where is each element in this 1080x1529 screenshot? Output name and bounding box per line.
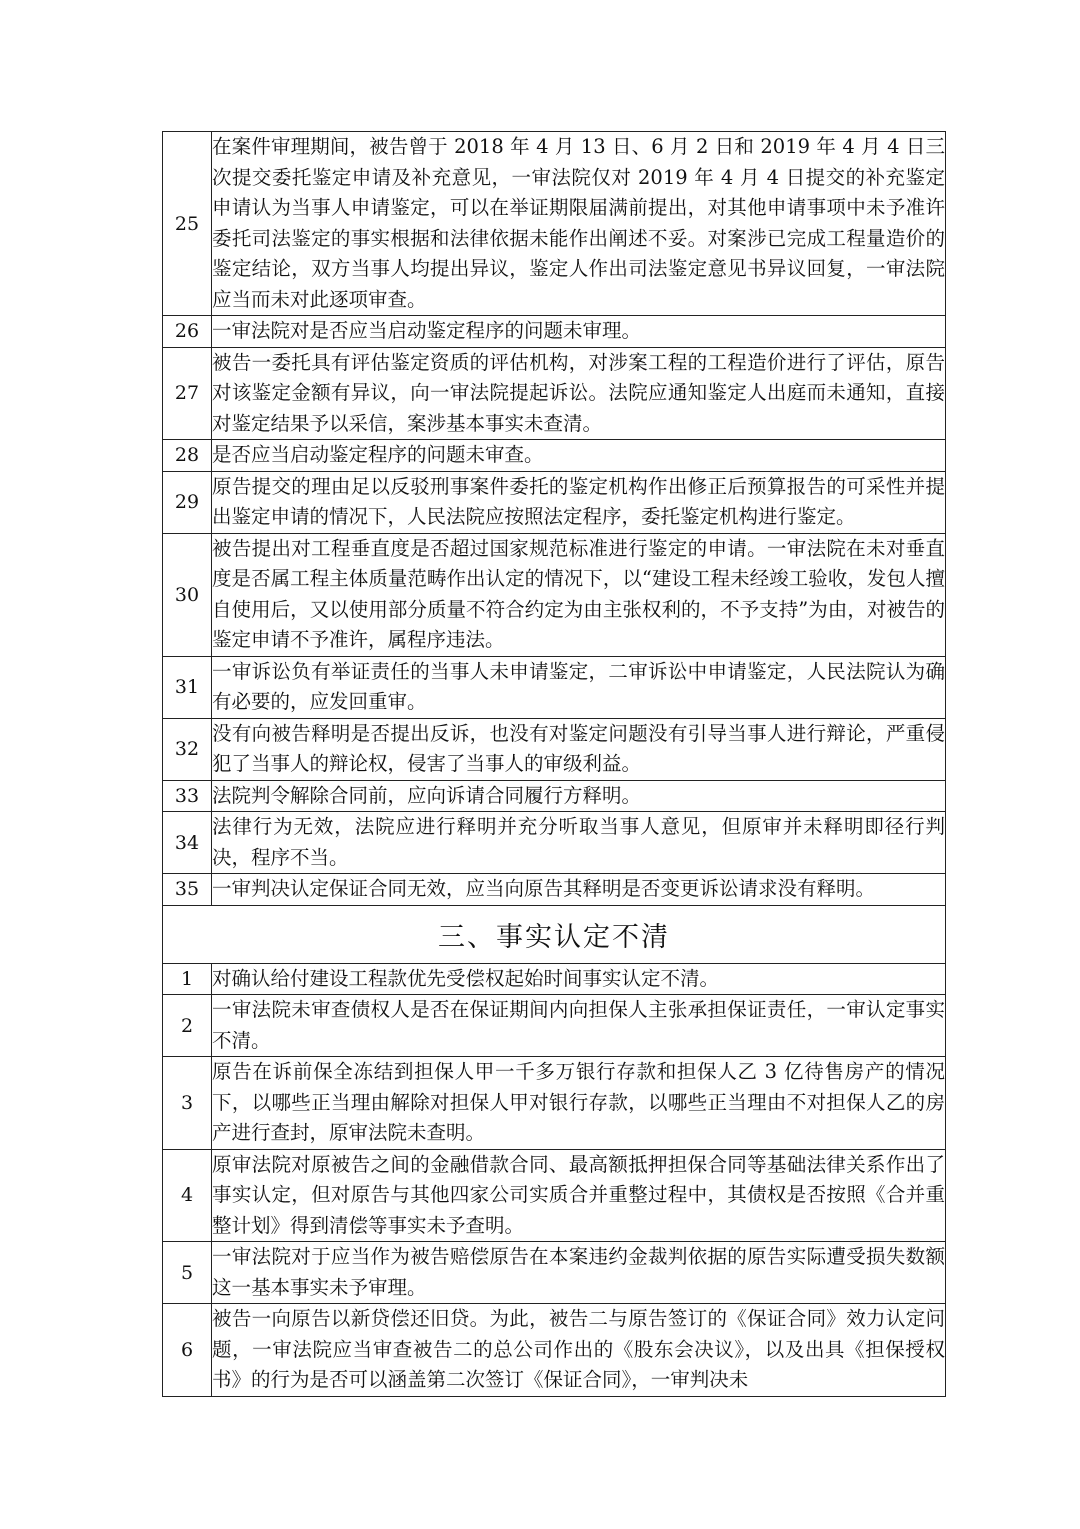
table-row xyxy=(163,440,946,472)
row-number: 4 xyxy=(163,1149,212,1242)
section-heading: 三、事实认定不清 xyxy=(163,905,946,963)
row-text: 被告一委托具有评估鉴定资质的评估机构，对涉案工程的工程造价进行了评估，原告对该鉴定金额有异议，向一审法院提起诉讼。法院应通知鉴定人出庭而未通知，直接对鉴定结果予以采信，案涉基本事实未查清。 xyxy=(212,347,946,440)
row-text: 原审法院对原被告之间的金融借款合同、最高额抵押担保合同等基础法律关系作出了事实认定，但对原告与其他四家公司实质合并重整过程中，其债权是否按照《合并重整计划》得到清偿等事实未予查明。 xyxy=(212,1149,946,1242)
row-text: 一审法院对是否应当启动鉴定程序的问题未审理。 xyxy=(212,316,946,348)
row-text: 一审判决认定保证合同无效，应当向原告其释明是否变更诉讼请求没有释明。 xyxy=(212,874,946,906)
table-row xyxy=(163,874,946,906)
table-row xyxy=(163,1304,946,1397)
table-row xyxy=(163,471,946,533)
row-text: 一审诉讼负有举证责任的当事人未申请鉴定，二审诉讼中申请鉴定，人民法院认为确有必要的，应发回重审。 xyxy=(212,656,946,718)
table-row xyxy=(163,347,946,440)
row-number: 35 xyxy=(163,874,212,906)
table-row xyxy=(163,995,946,1057)
table-row xyxy=(163,718,946,780)
table-row xyxy=(163,533,946,656)
table-row xyxy=(163,132,946,316)
row-number: 34 xyxy=(163,812,212,874)
row-number: 29 xyxy=(163,471,212,533)
row-number: 25 xyxy=(163,132,212,316)
table-row xyxy=(163,780,946,812)
row-number: 3 xyxy=(163,1057,212,1150)
row-text: 法院判令解除合同前，应向诉请合同履行方释明。 xyxy=(212,780,946,812)
table-row xyxy=(163,316,946,348)
row-number: 33 xyxy=(163,780,212,812)
row-number: 31 xyxy=(163,656,212,718)
document-table xyxy=(162,131,946,1397)
row-number: 32 xyxy=(163,718,212,780)
row-number: 30 xyxy=(163,533,212,656)
row-text: 是否应当启动鉴定程序的问题未审查。 xyxy=(212,440,946,472)
row-text: 被告一向原告以新贷偿还旧贷。为此，被告二与原告签订的《保证合同》效力认定问题，一审法院应当审查被告二的总公司作出的《股东会决议》，以及出具《担保授权书》的行为是否可以涵盖第二次签订《保证合同》，一审判决未 xyxy=(212,1304,946,1397)
row-number: 6 xyxy=(163,1304,212,1397)
row-text: 一审法院对于应当作为被告赔偿原告在本案违约金裁判依据的原告实际遭受损失数额这一基本事实未予审理。 xyxy=(212,1242,946,1304)
row-number: 5 xyxy=(163,1242,212,1304)
row-text: 原告提交的理由足以反驳刑事案件委托的鉴定机构作出修正后预算报告的可采性并提出鉴定申请的情况下，人民法院应按照法定程序，委托鉴定机构进行鉴定。 xyxy=(212,471,946,533)
row-number: 2 xyxy=(163,995,212,1057)
table-row xyxy=(163,1242,946,1304)
row-number: 27 xyxy=(163,347,212,440)
section-row xyxy=(163,905,946,963)
row-text: 没有向被告释明是否提出反诉，也没有对鉴定问题没有引导当事人进行辩论，严重侵犯了当事人的辩论权，侵害了当事人的审级利益。 xyxy=(212,718,946,780)
row-text: 在案件审理期间，被告曾于 2018 年 4 月 13 日、6 月 2 日和 2019 年 4 月 4 日三次提交委托鉴定申请及补充意见，一审法院仅对 2019 年 4 月 4 日提交的补充鉴定申请认为当事人申请鉴定，可以在举证期限届满前提出，对其他申请事项中未予准许委托司法鉴定的事实根据和法律依据未能作出阐述不妥。对案涉已完成工程量造价的鉴定结论，双方当事人均提出异议，鉴定人作出司法鉴定意见书异议回复，一审法院应当而未对此逐项审查。 xyxy=(212,132,946,316)
row-text: 对确认给付建设工程款优先受偿权起始时间事实认定不清。 xyxy=(212,963,946,995)
row-number: 26 xyxy=(163,316,212,348)
row-number: 1 xyxy=(163,963,212,995)
row-text: 法律行为无效，法院应进行释明并充分听取当事人意见，但原审并未释明即径行判决，程序不当。 xyxy=(212,812,946,874)
row-text: 一审法院未审查债权人是否在保证期间内向担保人主张承担保证责任，一审认定事实不清。 xyxy=(212,995,946,1057)
table-row xyxy=(163,963,946,995)
row-text: 被告提出对工程垂直度是否超过国家规范标准进行鉴定的申请。一审法院在未对垂直度是否属工程主体质量范畴作出认定的情况下，以“建设工程未经竣工验收，发包人擅自使用后，又以使用部分质量不符合约定为由主张权利的，不予支持”为由，对被告的鉴定申请不予准许，属程序违法。 xyxy=(212,533,946,656)
table-row xyxy=(163,812,946,874)
row-number: 28 xyxy=(163,440,212,472)
table-row xyxy=(163,656,946,718)
table-row xyxy=(163,1057,946,1150)
table-row xyxy=(163,1149,946,1242)
row-text: 原告在诉前保全冻结到担保人甲一千多万银行存款和担保人乙 3 亿待售房产的情况下，以哪些正当理由解除对担保人甲对银行存款，以哪些正当理由不对担保人乙的房产进行查封，原审法院未查明。 xyxy=(212,1057,946,1150)
